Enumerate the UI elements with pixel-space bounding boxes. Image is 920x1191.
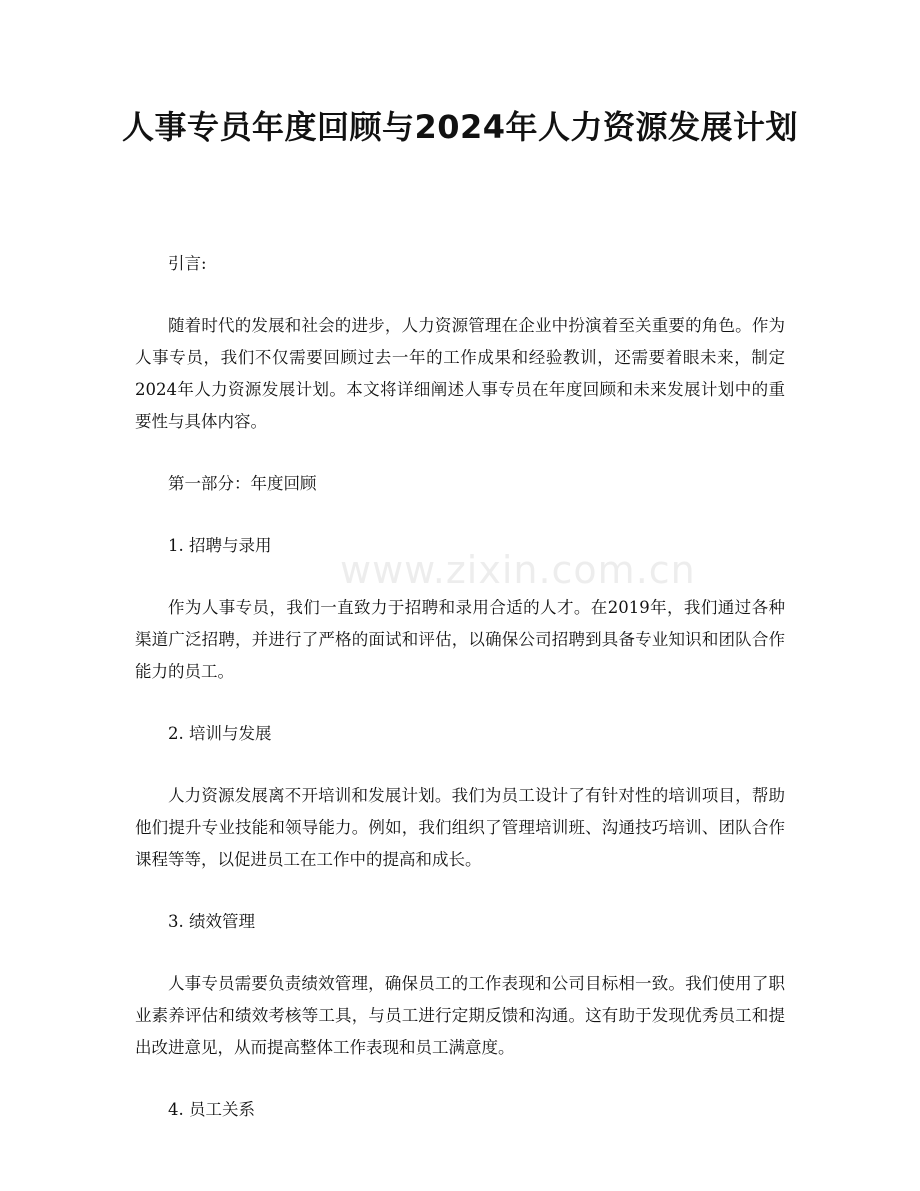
- intro-paragraph: 随着时代的发展和社会的进步，人力资源管理在企业中扮演着至关重要的角色。作为人事专员，我们不仅需要回顾过去一年的工作成果和经验教训，还需要着眼未来，制定2024年人力资源发展计划。本文将详细阐述人事专员在年度回顾和未来发展计划中的重要性与具体内容。: [135, 316, 785, 431]
- recruitment-paragraph: 作为人事专员，我们一直致力于招聘和录用合适的人才。在2019年，我们通过各种渠道广泛招聘，并进行了严格的面试和评估，以确保公司招聘到具备专业知识和团队合作能力的员工。: [135, 598, 785, 681]
- subsection-heading-employee-relations: 4. 员工关系: [168, 1100, 255, 1119]
- subsection-heading-performance: 3. 绩效管理: [168, 912, 255, 931]
- watermark: www.zixin.com.cn: [340, 548, 696, 592]
- intro-heading: 引言:: [168, 254, 207, 273]
- subsection-heading-training: 2. 培训与发展: [168, 724, 272, 743]
- subsection-heading-recruitment: 1. 招聘与录用: [168, 536, 272, 555]
- document-body: [135, 248, 785, 1156]
- performance-paragraph: 人事专员需要负责绩效管理，确保员工的工作表现和公司目标相一致。我们使用了职业素养评估和绩效考核等工具，与员工进行定期反馈和沟通。这有助于发现优秀员工和提出改进意见，从而提高整体工作表现和员工满意度。: [135, 974, 785, 1057]
- training-paragraph: 人力资源发展离不开培训和发展计划。我们为员工设计了有针对性的培训项目，帮助他们提升专业技能和领导能力。例如，我们组织了管理培训班、沟通技巧培训、团队合作课程等等，以促进员工在工作中的提高和成长。: [135, 786, 785, 869]
- document-title: 人事专员年度回顾与2024年人力资源发展计划: [121, 108, 799, 146]
- section-heading-annual-review: 第一部分：年度回顾: [168, 474, 317, 493]
